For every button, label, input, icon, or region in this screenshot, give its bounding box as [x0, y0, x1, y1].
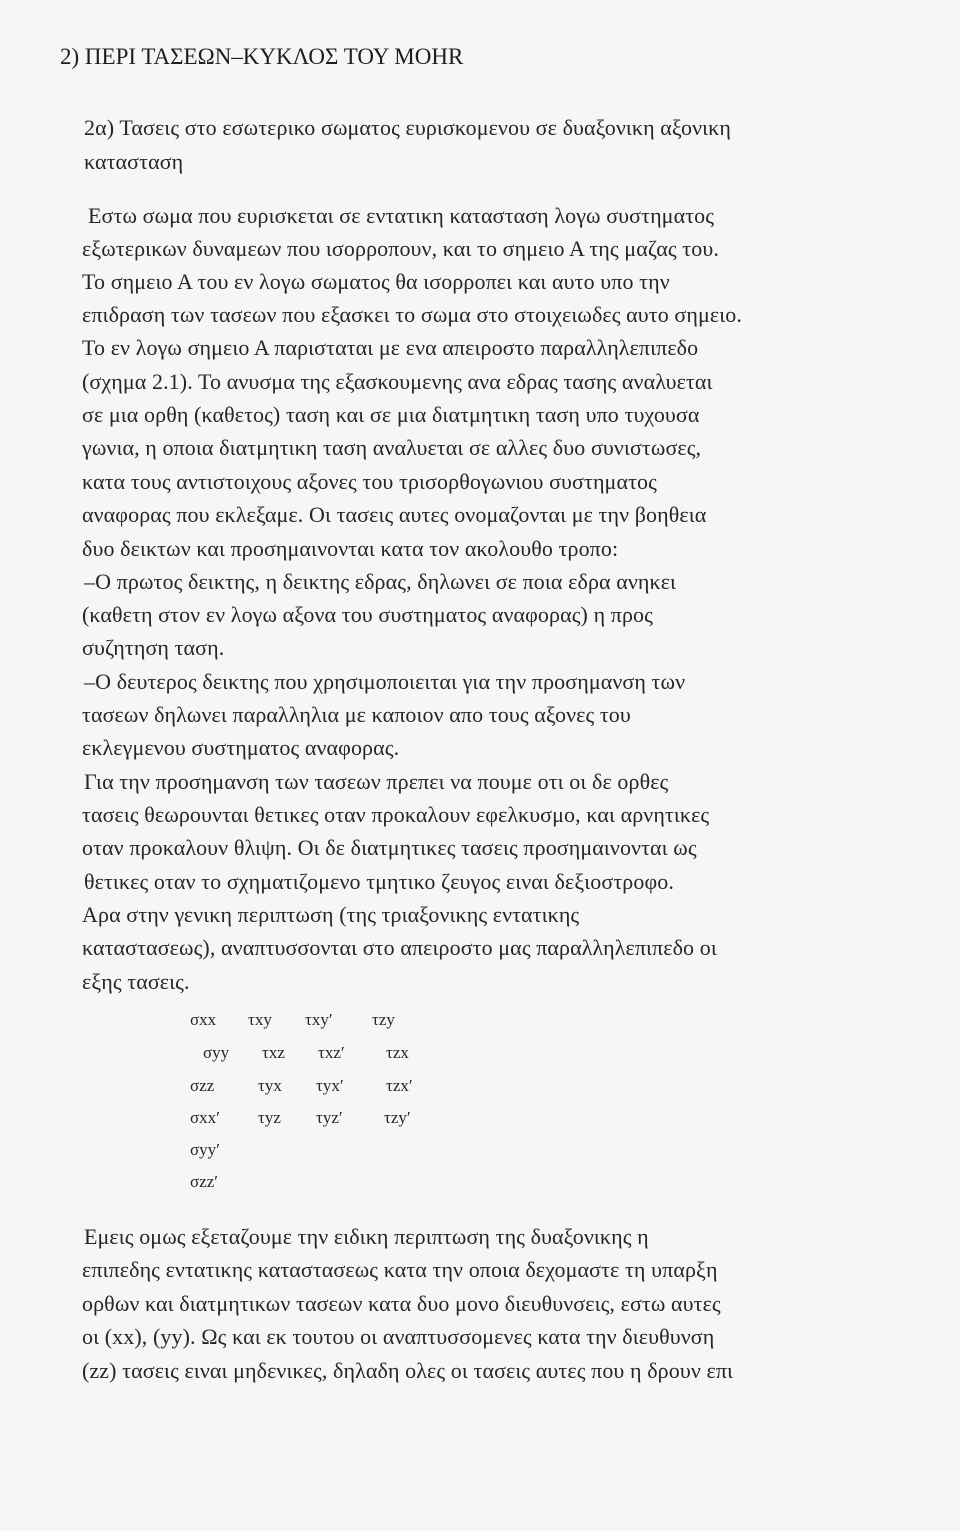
text-line: Εστω σωμα που ευρισκεται σε εντατικη κατασταση λογω συστηματος — [88, 203, 715, 228]
stress-component: σxx — [190, 1010, 217, 1029]
text-line: τασεων δηλωνει παραλληλια με καποιον απο τους αξονες του — [82, 702, 631, 727]
text-line: δυο δεικτων και προσημαινονται κατα τον ακολουθο τροπο: — [82, 536, 619, 561]
stress-component: σxx′ — [190, 1108, 220, 1127]
text-line: εκλεγμενου συστηματος αναφορας. — [82, 735, 400, 760]
text-line: εξωτερικων δυναμεων που ισορροπουν, και το σημειο Α της μαζας του. — [82, 236, 719, 261]
stress-component: τyz — [258, 1108, 281, 1127]
text-line: επιδραση των τασεων που εξασκει το σωμα στο στοιχειωδες αυτο σημειο. — [82, 302, 742, 327]
stress-component: τxy — [248, 1010, 272, 1029]
text-line: –Ο πρωτος δεικτης, η δεικτης εδρας, δηλωνει σε ποια εδρα ανηκει — [84, 569, 677, 594]
text-line: γωνια, η οποια διατμητικη ταση αναλυεται σε αλλες δυο συνιστωσες, — [82, 435, 702, 460]
stress-component: σyy — [203, 1043, 230, 1062]
text-line: σε μια ορθη (καθετος) ταση και σε μια διατμητικη ταση υπο τυχουσα — [82, 402, 700, 427]
stress-component: τyz′ — [316, 1108, 343, 1127]
text-line: 2α) Τασεις στο εσωτερικο σωματος ευρισκομενου σε δυαξονικη αξονικη — [84, 115, 731, 140]
text-line: αναφορας που εκλεξαμε. Οι τασεις αυτες ονομαζονται με την βοηθεια — [82, 502, 707, 527]
text-line: (σχημα 2.1). Το ανυσμα της εξασκουμενης ανα εδρας τασης αναλυεται — [82, 369, 713, 394]
text-line: καταστασεως), αναπτυσσονται στο απειροστο μας παραλληλεπιπεδο οι — [82, 935, 717, 960]
stress-component: τzy — [372, 1010, 395, 1029]
text-line: ορθων και διατμητικων τασεων κατα δυο μονο διευθυνσεις, εστω αυτες — [82, 1291, 721, 1316]
text-line: –Ο δευτερος δεικτης που χρησιμοποιειται για την προσημανση των — [84, 669, 686, 694]
text-line: θετικες οταν το σχηματιζομενο τμητικο ζευγος ειναι δεξιοστροφο. — [84, 869, 674, 894]
text-line: επιπεδης εντατικης καταστασεως κατα την οποια δεχομαστε τη υπαρξη — [82, 1257, 718, 1282]
text-line: τασεις θεωρουνται θετικες οταν προκαλουν εφελκυσμο, και αρνητικες — [82, 802, 710, 827]
stress-component: τxz′ — [318, 1043, 345, 1062]
text-line: οταν προκαλουν θλιψη. Οι δε διατμητικες τασεις προσημαινονται ως — [82, 835, 697, 860]
stress-component: τzx′ — [386, 1076, 413, 1095]
text-line: Για την προσημανση των τασεων πρεπει να πουμε οτι οι δε ορθες — [84, 769, 669, 794]
stress-component: σzz — [190, 1076, 215, 1095]
stress-component: τxy′ — [305, 1010, 333, 1029]
text-line: (καθετη στον εν λογω αξονα του συστηματος αναφορας) η προς — [82, 602, 653, 627]
stress-component: τyx — [258, 1076, 282, 1095]
text-line: Εμεις ομως εξεταζουμε την ειδικη περιπτωση της δυαξονικης η — [84, 1224, 649, 1249]
stress-component: τzx — [386, 1043, 409, 1062]
stress-component: τyx′ — [316, 1076, 344, 1095]
stress-component: σzz′ — [190, 1172, 218, 1191]
stress-component: τxz — [262, 1043, 285, 1062]
text-line: (zz) τασεις ειναι μηδενικες, δηλαδη ολες οι τασεις αυτες που η δρουν επι — [82, 1358, 734, 1383]
text-line: οι (xx), (yy). Ως και εκ τουτου οι αναπτυσσομενες κατα την διευθυνση — [82, 1324, 715, 1349]
text-line: συζητηση ταση. — [82, 635, 225, 660]
text-line: κατασταση — [84, 149, 184, 174]
stress-component: σyy′ — [190, 1140, 220, 1159]
section-heading: 2) ΠΕΡΙ ΤΑΣΕΩΝ–ΚΥΚΛΟΣ ΤΟΥ MOHR — [60, 44, 464, 69]
text-line: εξης τασεις. — [82, 969, 190, 994]
text-line: Αρα στην γενικη περιπτωση (της τριαξονικης εντατικης — [82, 902, 580, 927]
text-line: Το εν λογω σημειο Α παρισταται με ενα απειροστο παραλληλεπιπεδο — [82, 335, 699, 360]
text-line: κατα τους αντιστοιχους αξονες του τρισορθογωνιου συστηματος — [82, 469, 657, 494]
stress-component: τzy′ — [384, 1108, 411, 1127]
text-line: Το σημειο Α του εν λογω σωματος θα ισορροπει και αυτο υπο την — [82, 269, 670, 294]
